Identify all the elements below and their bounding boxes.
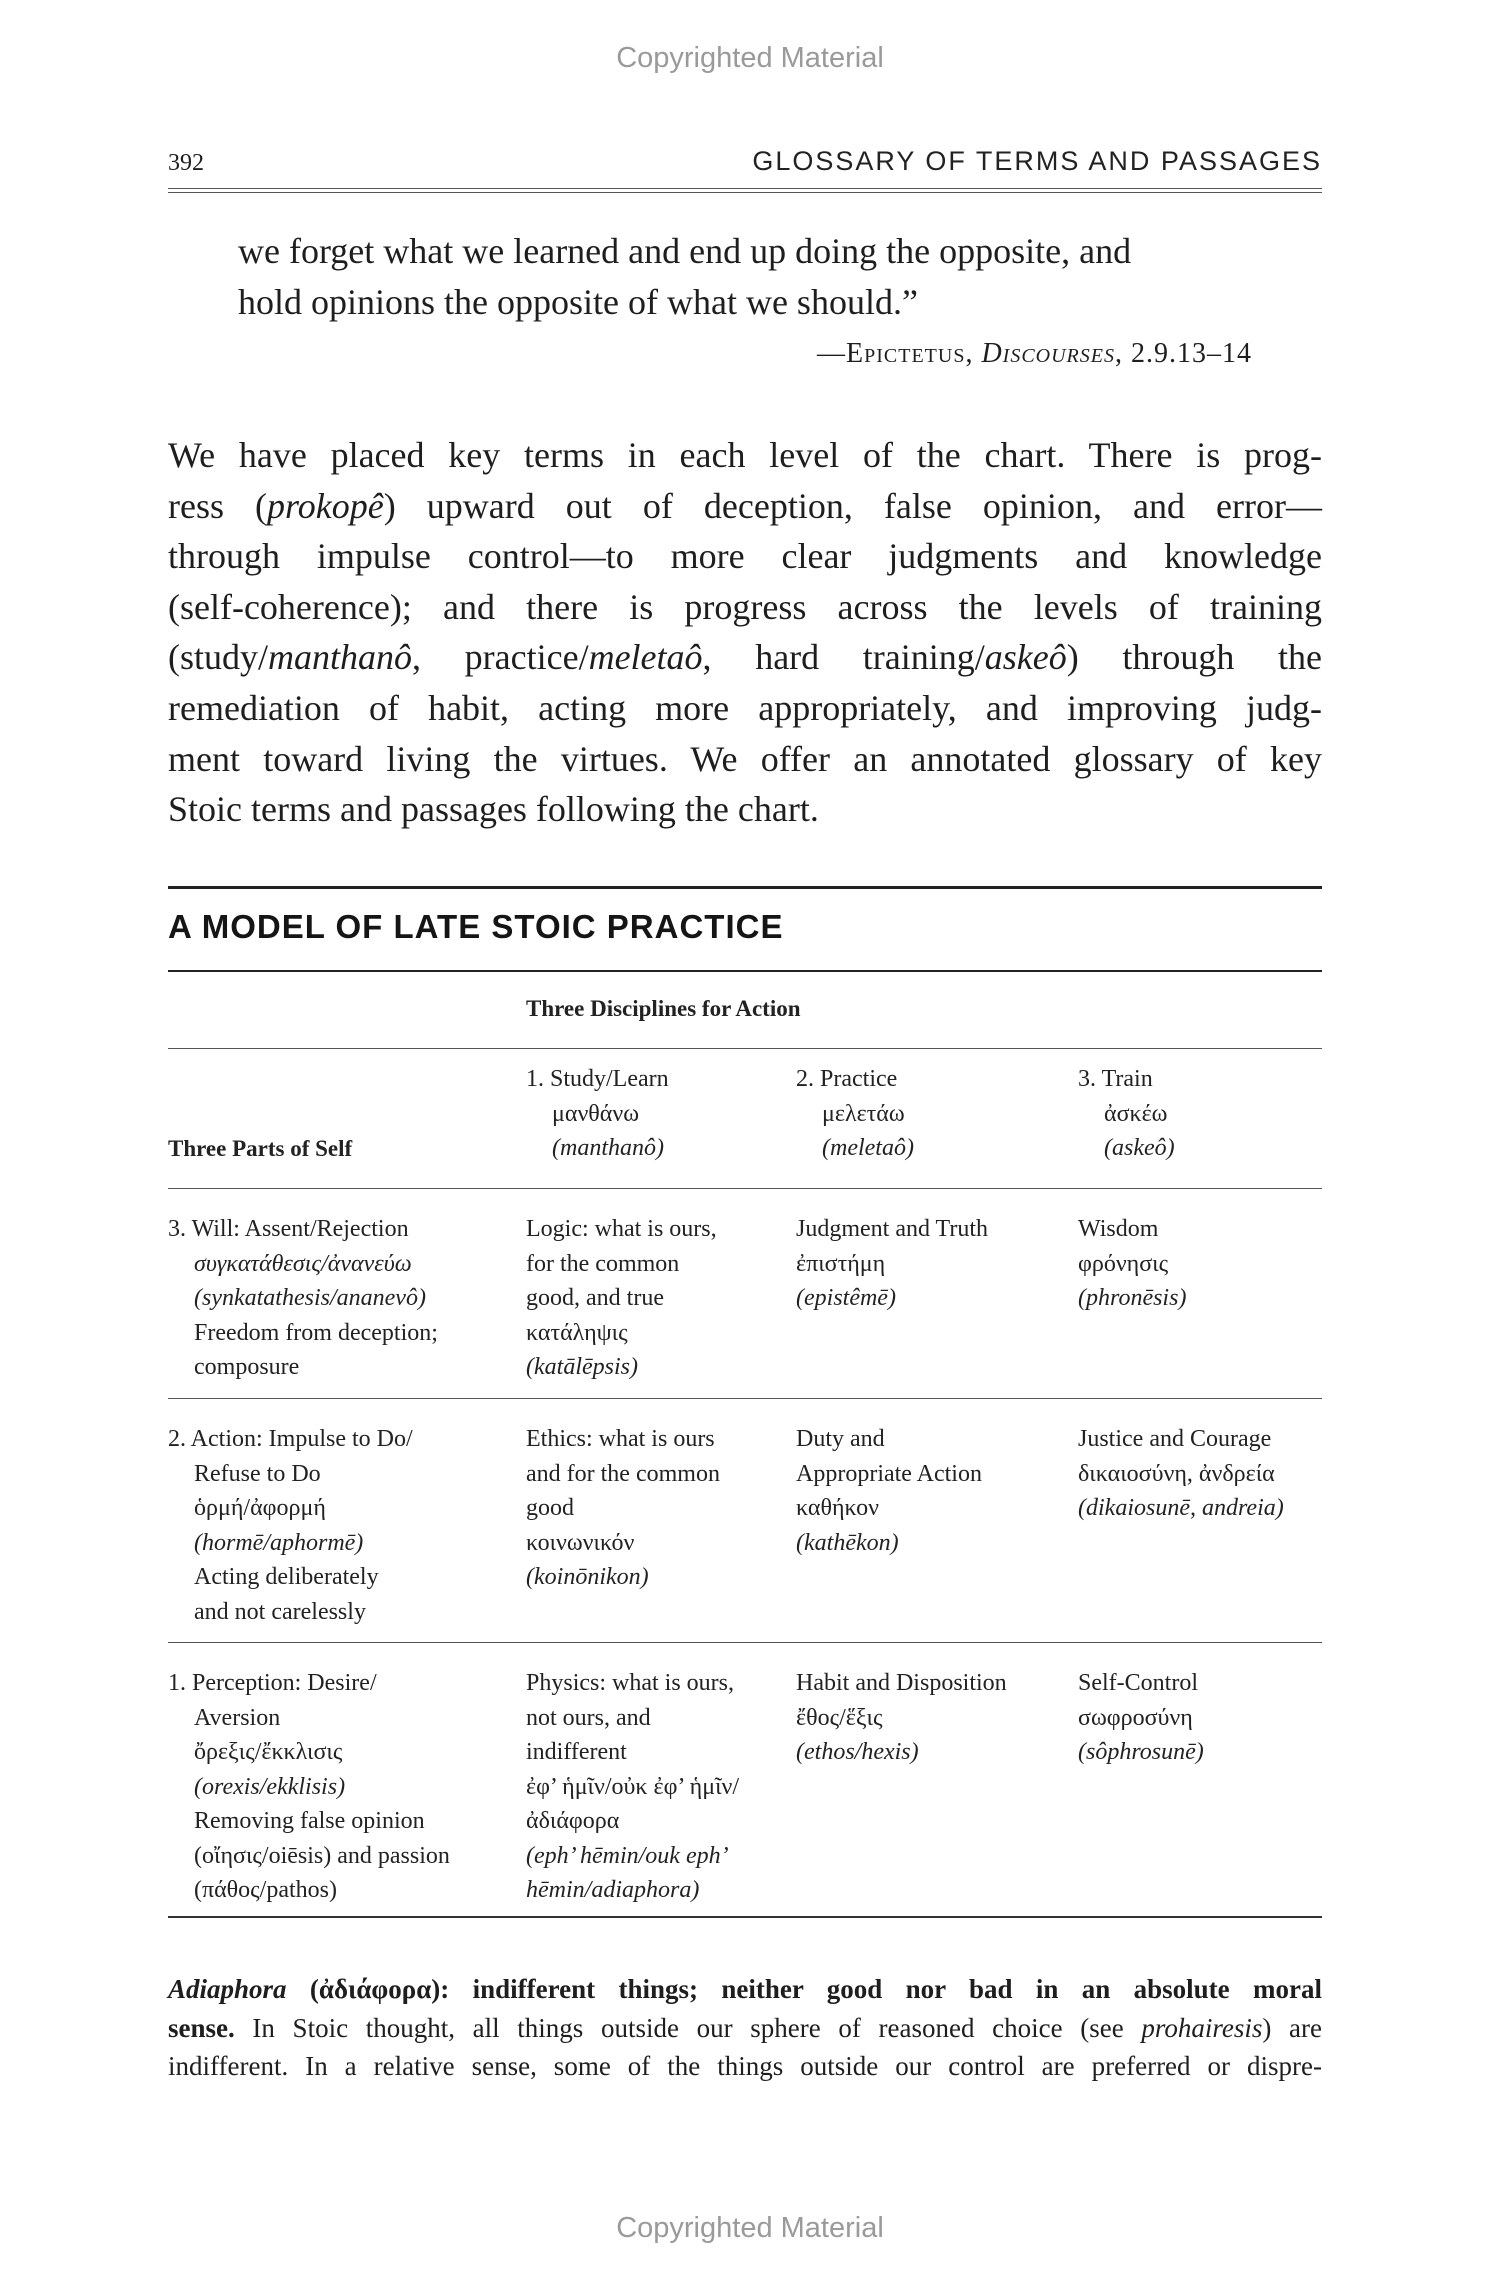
running-head <box>168 142 1322 182</box>
cell-line: Refuse to Do <box>194 1460 321 1487</box>
cell-line: δικαιοσύνη, ἀνδρεία <box>1078 1460 1275 1487</box>
cell-line: ὄρεξις/ἔκκλισις <box>194 1739 343 1765</box>
cell-line: φρόνησις <box>1078 1250 1169 1277</box>
cell-line: 3. Will: Assent/Rejection <box>168 1216 409 1242</box>
cell-line: good <box>526 1495 574 1521</box>
cell-line: (ethos/hexis) <box>796 1739 919 1765</box>
table-cell <box>796 1666 1007 1770</box>
paragraph-line <box>168 582 1322 633</box>
table-bottom-rule <box>168 1916 1322 1918</box>
cell-line: 1. Perception: Desire/ <box>168 1670 377 1696</box>
paragraph-line <box>168 784 1322 835</box>
cell-line: composure <box>194 1354 300 1380</box>
text-run: (study/ <box>168 637 269 678</box>
chart-title: A MODEL OF LATE STOIC PRACTICE <box>168 908 784 945</box>
cell-line: (epistêmē) <box>796 1285 896 1311</box>
cell-line: Justice and Courage <box>1078 1426 1272 1452</box>
quote-line: hold opinions the opposite of what we should.” <box>238 282 918 322</box>
cell-line: σωφροσύνη <box>1078 1704 1193 1731</box>
chart-title-rule <box>168 970 1322 972</box>
cell-line: (askeô) <box>1104 1135 1175 1161</box>
text-run: sense. <box>168 2012 235 2043</box>
text-run: ) through the <box>1066 637 1322 678</box>
table-cell <box>1078 1666 1204 1770</box>
text-run: manthanô <box>268 637 413 678</box>
paragraph-line <box>168 734 1322 785</box>
cell-line: (οἴησις/oiēsis) and passion <box>194 1842 450 1869</box>
cell-line: Logic: what is ours, <box>526 1216 717 1242</box>
block-quote <box>238 226 1258 328</box>
cell-line: Wisdom <box>1078 1216 1159 1242</box>
cell-line: (katālēpsis) <box>526 1354 638 1380</box>
column-header <box>1078 1062 1175 1166</box>
table-cell <box>526 1212 717 1385</box>
running-head-title: GLOSSARY OF TERMS AND PASSAGES <box>752 146 1322 176</box>
cell-line: ἐφ’ ἡμῖν/οὐκ ἐφ’ ἡμῖν/ <box>526 1773 740 1800</box>
cell-line: καθήκον <box>796 1495 879 1521</box>
cell-line: κατάληψις <box>526 1319 628 1346</box>
cell-line: Physics: what is ours, <box>526 1670 735 1696</box>
paragraph-line <box>168 481 1322 532</box>
cell-line: ἀδιάφορα <box>526 1808 620 1834</box>
cell-line: μελετάω <box>822 1100 905 1127</box>
cell-line: indifferent <box>526 1739 627 1765</box>
attribution-work: Discourses <box>981 338 1115 369</box>
paragraph-line <box>168 632 1322 683</box>
cell-line: συγκατάθεσις/ἀνανεύω <box>194 1250 412 1277</box>
attribution-author: Epictetus <box>846 338 966 369</box>
table-cell <box>526 1422 720 1595</box>
text-run: remediation of habit, acting more appropriately, and improving judg- <box>168 687 1322 728</box>
cell-line: (koinōnikon) <box>526 1564 649 1590</box>
text-run: , practice/ <box>412 637 589 678</box>
chart-top-rule <box>168 886 1322 889</box>
attribution-dash: — <box>817 338 846 369</box>
text-run: prohairesis <box>1141 2012 1263 2043</box>
cell-line: and not carelessly <box>194 1598 366 1625</box>
cell-line: ἔθος/ἕξις <box>796 1704 883 1731</box>
text-run: ment toward living the virtues. We offer an annotated glossary of key <box>168 738 1322 779</box>
cell-line: ἐπιστήμη <box>796 1250 886 1277</box>
cell-line: μανθάνω <box>552 1100 640 1127</box>
text-run: , hard training/ <box>702 637 985 678</box>
cell-line: (sôphrosunē) <box>1078 1739 1204 1765</box>
text-run: Adiaphora <box>168 1974 287 2004</box>
cell-line: (dikaiosunē, andreia) <box>1078 1495 1284 1521</box>
cell-line: hēmin/adiaphora) <box>526 1877 700 1903</box>
paragraph-line <box>168 531 1322 582</box>
cell-line: (kathēkon) <box>796 1529 899 1556</box>
cell-line: Judgment and Truth <box>796 1216 989 1242</box>
body-paragraph <box>168 430 1322 835</box>
cell-line: 1. Study/Learn <box>526 1066 669 1092</box>
cell-line: Appropriate Action <box>796 1460 982 1487</box>
cell-line: 2. Practice <box>796 1066 898 1092</box>
quote-line: we forget what we learned and end up doing the opposite, and <box>238 231 1132 271</box>
row-label-cell <box>168 1212 438 1385</box>
table-rule <box>168 1048 1322 1049</box>
text-run: (ἀδιάφορα): indifferent things; neither good nor bad in an absolute moral <box>286 1974 1322 2004</box>
row-header: Three Parts of Self <box>168 1136 353 1161</box>
text-run: Stoic terms and passages following the chart. <box>168 789 819 830</box>
page-number: 392 <box>168 150 204 176</box>
header-rule <box>168 188 1322 193</box>
cell-line: Acting deliberately <box>194 1564 379 1590</box>
watermark-top: Copyrighted Material <box>616 42 884 74</box>
row-label-cell <box>168 1422 413 1629</box>
cell-line: (πάθος/pathos) <box>194 1877 338 1903</box>
cell-line: (hormē/aphormē) <box>194 1529 364 1556</box>
text-run: (self-coherence); and there is progress across the levels of training <box>168 586 1322 627</box>
text-run: ) are <box>1262 2012 1322 2043</box>
table-rule <box>168 1398 1322 1399</box>
text-run: askeô <box>984 637 1067 678</box>
cell-line: (orexis/ekklisis) <box>194 1773 346 1800</box>
cell-line: 3. Train <box>1078 1066 1153 1092</box>
cell-line: ἀσκέω <box>1104 1100 1168 1127</box>
table-cell <box>796 1422 982 1560</box>
cell-line: (synkatathesis/ananevô) <box>194 1285 426 1311</box>
cell-line: κοινωνικόν <box>526 1529 635 1556</box>
cell-line: Aversion <box>194 1704 281 1731</box>
group-header: Three Disciplines for Action <box>526 996 801 1021</box>
column-header <box>526 1062 669 1166</box>
glossary-entry <box>168 1970 1322 2086</box>
cell-line: Ethics: what is ours <box>526 1426 715 1452</box>
table-cell <box>796 1212 988 1316</box>
cell-line: Self-Control <box>1078 1670 1198 1696</box>
cell-line: (phronēsis) <box>1078 1285 1187 1311</box>
cell-line: for the common <box>526 1250 680 1277</box>
glossary-line <box>168 2009 1322 2048</box>
cell-line: (manthanô) <box>552 1135 664 1161</box>
watermark-bottom: Copyrighted Material <box>616 2212 884 2244</box>
text-run: ) upward out of deception, false opinion, and error— <box>383 485 1322 526</box>
cell-line: (eph’ hēmin/ouk eph’ <box>526 1842 729 1869</box>
cell-line: Duty and <box>796 1426 885 1452</box>
text-run: In Stoic thought, all things outside our sphere of reasoned choice (see <box>234 2012 1142 2043</box>
text-run: prokopê <box>267 485 384 526</box>
cell-line: Removing false opinion <box>194 1808 425 1834</box>
cell-line: Freedom from deception; <box>194 1319 438 1346</box>
table-cell <box>526 1666 739 1908</box>
table-cell <box>1078 1422 1284 1526</box>
cell-line: ὁρμή/ἀφορμή <box>194 1495 326 1521</box>
text-run: indifferent. In a relative sense, some of the things outside our control are preferred or dispre- <box>168 2051 1322 2081</box>
glossary-line <box>168 2047 1322 2086</box>
text-run: through impulse control—to more clear judgments and knowledge <box>168 536 1322 577</box>
cell-line: 2. Action: Impulse to Do/ <box>168 1426 413 1452</box>
cell-line: Habit and Disposition <box>796 1670 1007 1696</box>
column-header <box>796 1062 914 1166</box>
cell-line: (meletaô) <box>822 1135 914 1161</box>
cell-line: good, and true <box>526 1285 664 1311</box>
cell-line: and for the common <box>526 1460 720 1487</box>
table-rule <box>168 1188 1322 1189</box>
text-run: ress ( <box>168 485 268 526</box>
text-run: meletaô <box>588 637 703 678</box>
glossary-line <box>168 1970 1322 2009</box>
paragraph-line <box>168 430 1322 481</box>
row-label-cell <box>168 1666 450 1908</box>
text-run: We have placed key terms in each level of the chart. There is prog- <box>168 435 1322 475</box>
quote-attribution <box>817 338 1252 370</box>
paragraph-line <box>168 683 1322 734</box>
cell-line: not ours, and <box>526 1704 651 1731</box>
table-cell <box>1078 1212 1186 1316</box>
attribution-ref: , 2.9.13–14 <box>1115 338 1252 369</box>
attribution-sep: , <box>965 338 982 369</box>
table-rule <box>168 1642 1322 1643</box>
